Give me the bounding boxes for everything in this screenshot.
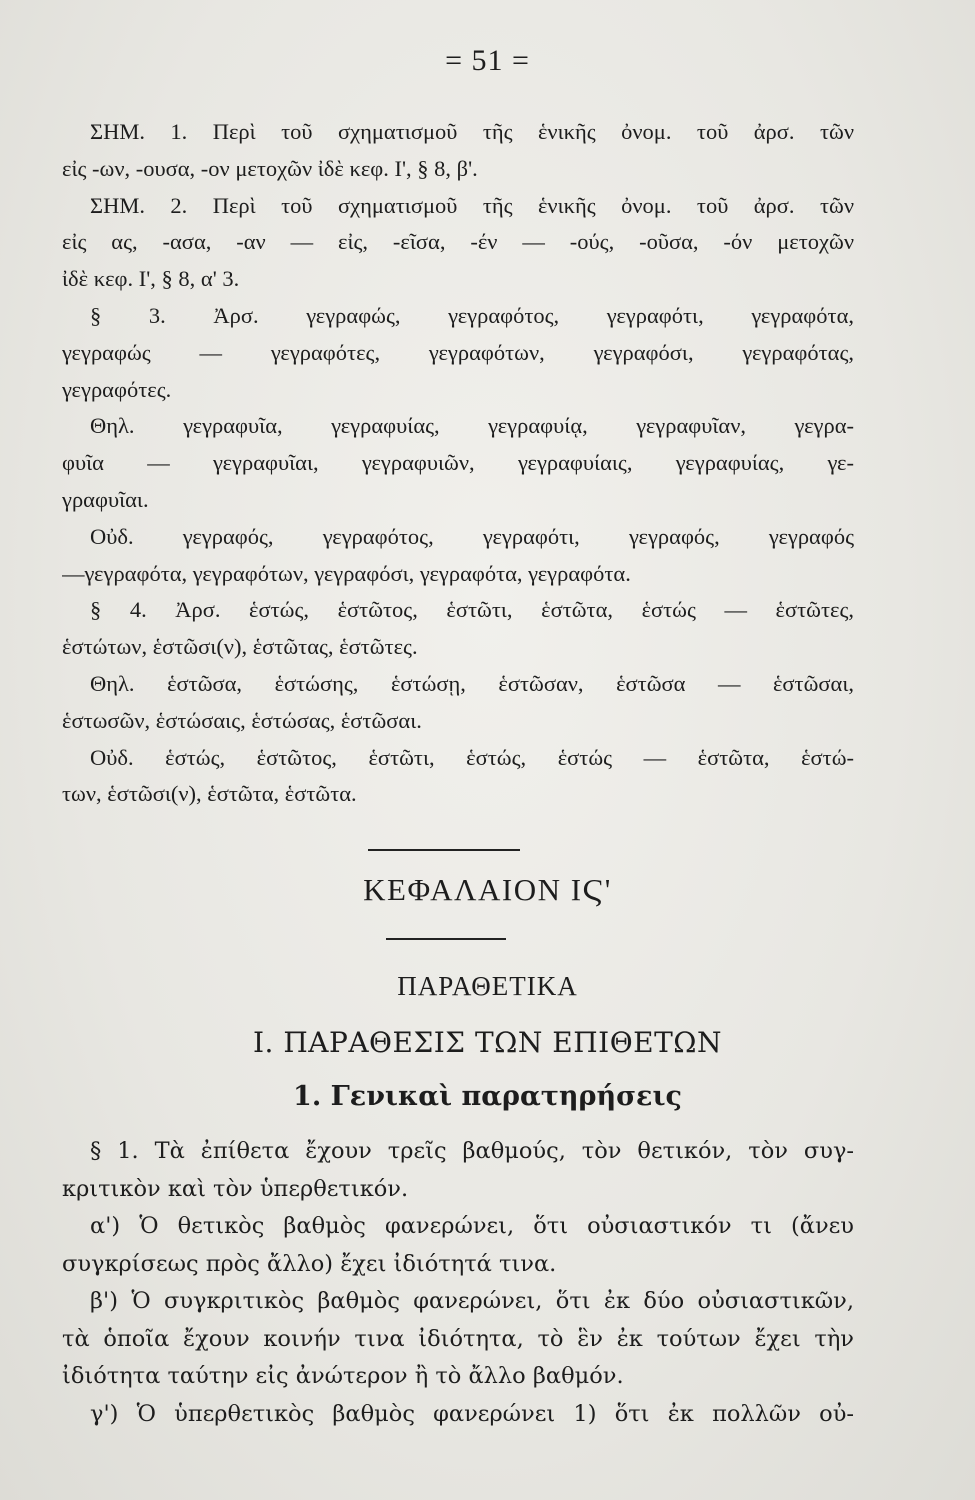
page-number: = 51 = <box>445 44 530 77</box>
text-line: τὰ ὁποῖα ἔχουν κοινήν τινα ἰδιότητα, τὸ ἓν ἐκ τούτων ἔχει τὴν <box>62 1325 854 1352</box>
paragraph-block-degrees <box>62 1133 854 1433</box>
text-line: συγκρίσεως πρὸς ἄλλο) ἔχει ἰδιότητά τινα. <box>62 1250 557 1277</box>
text-line: Θηλ. γεγραφυῖα, γεγραφυίας, γεγραφυίᾳ, γεγραφυῖαν, γεγρα- <box>90 413 854 439</box>
text-line: § 1. Τὰ ἐπίθετα ἔχουν τρεῖς βαθμούς, τὸν θετικόν, τὸν συγ- <box>90 1138 854 1164</box>
section-title: ΠΑΡΑΘΕΤΙΚΑ <box>397 971 578 1001</box>
sub-subsection-title: 1. Γενικαὶ παρατηρήσεις <box>293 1081 682 1112</box>
text-line: ἰδὲ κεφ. Ι', § 8, α' 3. <box>62 266 240 292</box>
text-line: α') Ὁ θετικὸς βαθμὸς φανερώνει, ὅτι οὐσιαστικόν τι (ἄνευ <box>90 1213 854 1239</box>
text-line: Οὐδ. ἑστώς, ἑστῶτος, ἑστῶτι, ἑστώς, ἑστώς — ἑστῶτα, ἑστώ- <box>90 744 854 770</box>
divider-rule-top <box>368 849 520 851</box>
text-line: φυῖα — γεγραφυῖαι, γεγραφυιῶν, γεγραφυίαις, γεγραφυίας, γε- <box>62 450 854 476</box>
text-line: ΣΗΜ. 1. Περὶ τοῦ σχηματισμοῦ τῆς ἑνικῆς ὀνομ. τοῦ ἀρσ. τῶν <box>90 119 854 144</box>
text-line: ἑστώτων, ἑστῶσι(ν), ἑστῶτας, ἑστῶτες. <box>62 634 418 660</box>
text-line: β') Ὁ συγκριτικὸς βαθμὸς φανερώνει, ὅτι ἐκ δύο οὐσιαστικῶν, <box>90 1288 854 1314</box>
text-line: Θηλ. ἑστῶσα, ἑστώσης, ἑστώσῃ, ἑστῶσαν, ἑστῶσα — ἑστῶσαι, <box>90 670 854 696</box>
text-line: Οὐδ. γεγραφός, γεγραφότος, γεγραφότι, γεγραφός, γεγραφός <box>90 523 854 549</box>
text-line: ἰδιότητα ταύτην εἰς ἀνώτερον ἢ τὸ ἄλλο βαθμόν. <box>62 1363 624 1389</box>
text-line: εἰς -ων, -ουσα, -ον μετοχῶν ἰδὲ κεφ. Ι', § 8, β'. <box>62 155 478 181</box>
chapter-heading: ΚΕΦΑΛΑΙΟΝ ΙϚ' <box>363 872 612 907</box>
divider-rule-bottom <box>386 938 506 940</box>
text-line: γ') Ὁ ὑπερθετικὸς βαθμὸς φανερώνει 1) ὅτι ἐκ πολλῶν οὐ- <box>90 1400 854 1427</box>
text-line: γεγραφώς — γεγραφότες, γεγραφότων, γεγραφόσι, γεγραφότας, <box>62 339 854 365</box>
text-line: § 3. Ἀρσ. γεγραφώς, γεγραφότος, γεγραφότι, γεγραφότα, <box>90 302 854 328</box>
text-line: § 4. Ἀρσ. ἑστώς, ἑστῶτος, ἑστῶτι, ἑστῶτα, ἑστώς — ἑστῶτες, <box>90 597 854 623</box>
text-line: εἰς ας, -ασα, -αν — εἰς, -εῖσα, -έν — -ούς, -οῦσα, -όν μετοχῶν <box>62 229 854 255</box>
text-line: κριτικὸν καὶ τὸν ὑπερθετικόν. <box>62 1175 409 1202</box>
subsection-title: Ι. ΠΑΡΑΘΕΣΙΣ ΤΩΝ ΕΠΙΘΕΤΩΝ <box>252 1026 722 1059</box>
text-line: —γεγραφότα, γεγραφότων, γεγραφόσι, γεγραφότα, γεγραφότα. <box>62 560 631 586</box>
text-line: ΣΗΜ. 2. Περὶ τοῦ σχηματισμοῦ τῆς ἑνικῆς ὀνομ. τοῦ ἀρσ. τῶν <box>90 192 854 218</box>
text-line: των, ἑστῶσι(ν), ἑστῶτα, ἑστῶτα. <box>62 781 357 807</box>
text-line: γραφυῖαι. <box>62 486 149 512</box>
text-line: ἑστωσῶν, ἑστώσαις, ἑστώσας, ἑστῶσαι. <box>62 707 422 733</box>
text-line: γεγραφότες. <box>62 376 172 402</box>
paragraph-block-participles <box>62 114 854 813</box>
